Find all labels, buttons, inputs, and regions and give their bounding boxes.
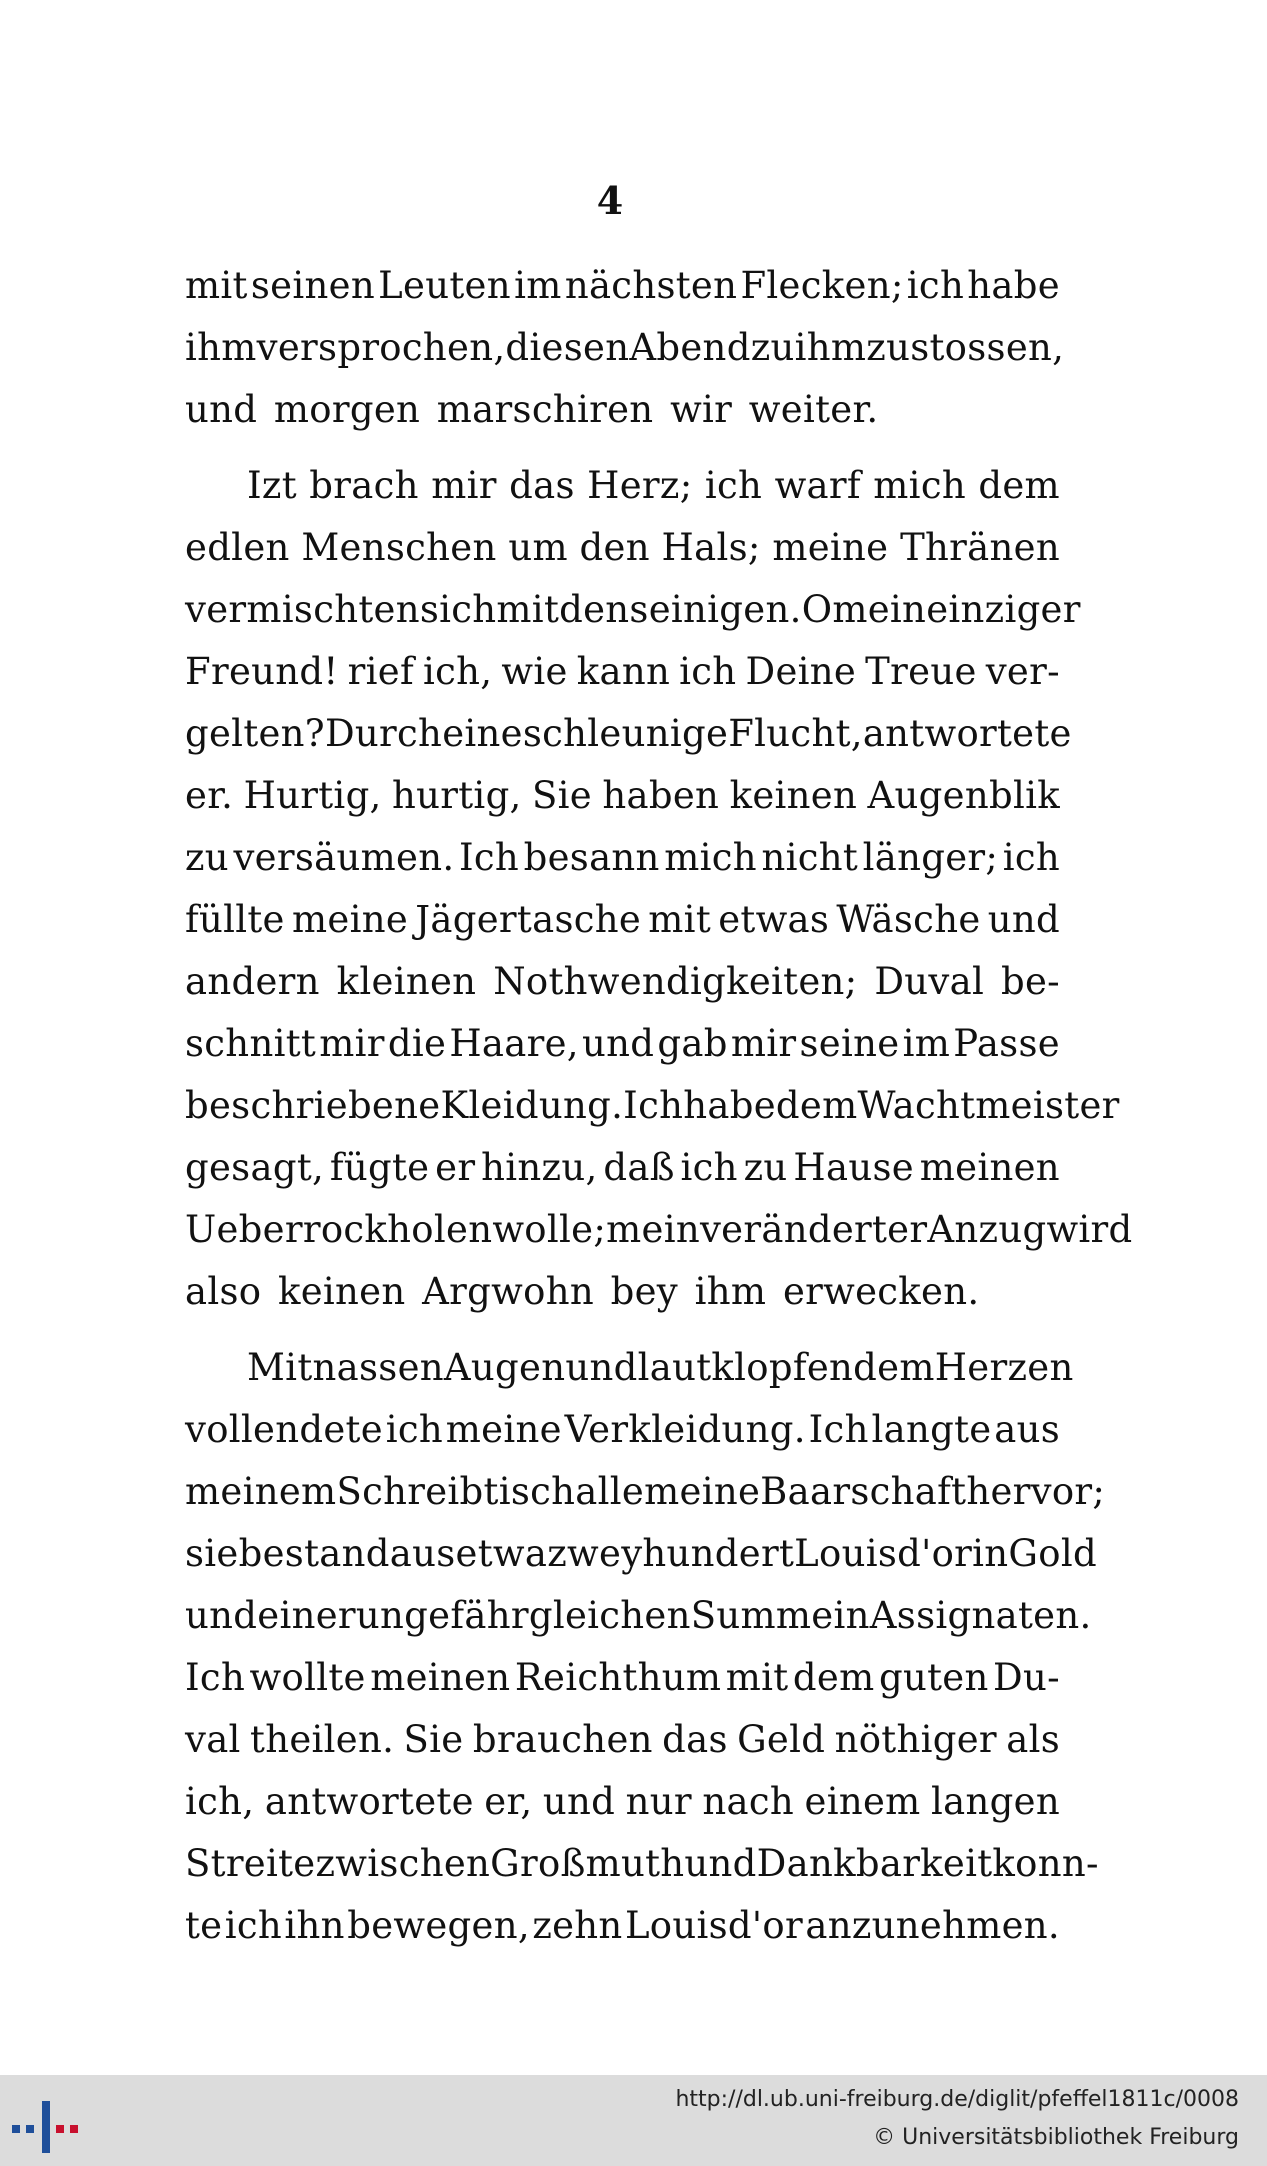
word: vermischten [185, 588, 420, 631]
text-line [185, 1199, 1133, 1261]
word: Ueberrock [185, 1208, 388, 1251]
word: mir [730, 1022, 797, 1065]
word: mir [431, 464, 497, 507]
word: sie [185, 1532, 239, 1575]
word: ihm [694, 1270, 767, 1313]
word: Deine [745, 650, 857, 693]
word: ich [385, 1408, 443, 1451]
permalink-url[interactable]: http://dl.ub.uni-freiburg.de/diglit/pfeffel1811c/0008 [675, 2087, 1239, 2112]
word: meinem [185, 1470, 337, 1513]
word: konn- [992, 1842, 1099, 1885]
text-line [185, 455, 1060, 517]
word: und [581, 1022, 655, 1065]
word: also [185, 1270, 262, 1313]
word: wir [670, 388, 733, 431]
word: diesen [505, 326, 630, 369]
word: Streite [185, 1842, 316, 1885]
word: erwecken. [782, 1270, 980, 1313]
word: morgen [273, 388, 421, 431]
word: füllte [185, 898, 285, 941]
word: Assignaten. [869, 1594, 1092, 1637]
word: um [508, 526, 568, 569]
word: beschriebene [185, 1084, 441, 1127]
word: val [185, 1718, 241, 1761]
word: im [902, 1022, 951, 1065]
word: gesagt, [185, 1146, 325, 1189]
word: bey [610, 1270, 678, 1313]
text-line [185, 1895, 1060, 1957]
text-line [185, 517, 1060, 579]
word: langte [871, 1408, 992, 1451]
word: klopfendem [711, 1346, 935, 1389]
word: rief [347, 650, 414, 693]
text-line [185, 1013, 1060, 1075]
word: habe [683, 1084, 776, 1127]
viewer-footer-bar [0, 2075, 1267, 2166]
word: nassen [312, 1346, 444, 1389]
word: andern [185, 960, 320, 1003]
word: und [542, 1780, 616, 1823]
word: Sie [403, 1718, 464, 1761]
word: edlen [185, 526, 290, 569]
word: in [972, 1532, 1009, 1575]
word: schleunige [522, 712, 729, 755]
word: Izt [247, 464, 297, 507]
word: seinigen. [629, 588, 802, 631]
word: mit [725, 1656, 789, 1699]
word: ver- [985, 650, 1060, 693]
body-text [185, 255, 1133, 1957]
word: wollte [249, 1656, 366, 1699]
text-line [185, 1523, 1097, 1585]
word: gab [657, 1022, 728, 1065]
word: stossen, [910, 326, 1065, 369]
word: Flecken; [740, 264, 904, 307]
word: wird [1046, 1208, 1133, 1251]
word: Passe [953, 1022, 1060, 1065]
word: Nothwendigkeiten; [493, 960, 858, 1003]
word: hinzu, [481, 1146, 598, 1189]
text-line [185, 889, 1060, 951]
word: er, [484, 1780, 533, 1823]
word: Augen [443, 1346, 566, 1389]
word: nicht [761, 836, 859, 879]
word: und [185, 388, 258, 431]
word: Kleidung. [440, 1084, 624, 1127]
word: Louisd'or [624, 1904, 803, 1947]
word: te [185, 1904, 223, 1947]
word: ihn [284, 1904, 345, 1947]
word: nach [702, 1780, 795, 1823]
word: einer [257, 1594, 356, 1637]
word: nöthiger [834, 1718, 997, 1761]
word: seine [799, 1022, 900, 1065]
word: ihm [794, 326, 867, 369]
word: Herz; [587, 464, 693, 507]
word: Anzug [927, 1208, 1047, 1251]
word: im [514, 264, 562, 307]
word: sich [419, 588, 497, 631]
word: Ich [185, 1656, 246, 1699]
word: versäumen. [233, 836, 455, 879]
word: den [559, 588, 630, 631]
word: versprochen, [256, 326, 506, 369]
word: Leuten [378, 264, 511, 307]
copyright-notice: © Universitätsbibliothek Freiburg [873, 2125, 1239, 2150]
text-line [185, 1709, 1060, 1771]
word: dem [775, 1084, 858, 1127]
word: brauchen [472, 1718, 653, 1761]
text-line [185, 579, 1081, 641]
word: hervor; [966, 1470, 1106, 1513]
word: zehn [532, 1904, 623, 1947]
word: ich [906, 264, 965, 307]
word: das [509, 464, 575, 507]
word: Hurtig, [243, 774, 382, 817]
word: als [1006, 1718, 1060, 1761]
text-line [185, 1461, 1106, 1523]
text-line [185, 1771, 1060, 1833]
word: zu [866, 326, 911, 369]
word: hurtig, [392, 774, 522, 817]
word: etwa [455, 1532, 548, 1575]
ub-freiburg-logo-icon [10, 2095, 80, 2155]
word: keinen [729, 774, 858, 817]
word: alle [575, 1470, 645, 1513]
word: Du- [993, 1656, 1060, 1699]
text-line [185, 379, 1060, 441]
word: Treue [865, 650, 977, 693]
word: vollendete [185, 1408, 383, 1451]
word: meinen [370, 1656, 511, 1699]
word: besann [523, 836, 660, 879]
word: Augenblik [867, 774, 1060, 817]
word: bewegen, [347, 1904, 530, 1947]
word: mein [606, 1208, 700, 1251]
word: fügte [329, 1146, 430, 1189]
word: Freund! [185, 650, 339, 693]
word: Dankbarkeit [756, 1842, 993, 1885]
word: marschiren [436, 388, 654, 431]
word: etwas [718, 898, 830, 941]
text-line [185, 641, 1060, 703]
word: Geld [737, 1718, 826, 1761]
word: meinen [919, 1146, 1060, 1189]
word: mir [319, 1022, 385, 1065]
word: meine [772, 526, 889, 569]
text-line [185, 1585, 1092, 1647]
word: und [684, 1842, 757, 1885]
word: kann [576, 650, 671, 693]
word: Wäsche [836, 898, 981, 941]
word: weiter. [748, 388, 879, 431]
text-line [185, 317, 1065, 379]
word: und [565, 1346, 638, 1389]
text-line [185, 1399, 1060, 1461]
page-number: 4 [596, 178, 624, 223]
word: Mit [247, 1346, 313, 1389]
word: mich [664, 836, 757, 879]
text-line [185, 951, 1060, 1013]
word: und [185, 1594, 258, 1637]
word: mit [496, 588, 560, 631]
word: Hals; [661, 526, 761, 569]
word: brach [309, 464, 419, 507]
text-line [185, 1137, 1060, 1199]
word: ich [224, 1904, 283, 1947]
word: er [435, 1146, 476, 1189]
text-line [185, 827, 1060, 889]
text-line [185, 1833, 1099, 1895]
word: keinen [278, 1270, 406, 1313]
word: holen [387, 1208, 493, 1251]
word: meine [445, 1408, 562, 1451]
word: die [387, 1022, 447, 1065]
word: ungefähr [355, 1594, 529, 1637]
word: seinen [250, 264, 375, 307]
word: guten [878, 1656, 989, 1699]
word: Jägertasche [415, 898, 642, 941]
word: Menschen [301, 526, 497, 569]
word: mein [832, 588, 927, 631]
word: laut [637, 1346, 712, 1389]
word: länger; [862, 836, 999, 879]
word: Ich [623, 1084, 684, 1127]
word: Großmuth [490, 1842, 685, 1885]
word: Gold [1008, 1532, 1097, 1575]
word: gelten? [185, 712, 325, 755]
word: wolle; [492, 1208, 607, 1251]
word: Louisd'or [794, 1532, 973, 1575]
word: wie [501, 650, 568, 693]
word: ihm [185, 326, 257, 369]
word: Ich [458, 836, 520, 879]
word: meine [644, 1470, 761, 1513]
word: Argwohn [422, 1270, 594, 1313]
word: ich, [422, 650, 493, 693]
word: dem [978, 464, 1060, 507]
word: aus [994, 1408, 1060, 1451]
word: anzunehmen. [805, 1904, 1060, 1947]
word: Sie [532, 774, 592, 817]
word: antwortete [862, 712, 1072, 755]
word: Ich [808, 1408, 869, 1451]
word: zu [185, 836, 229, 879]
word: eine [442, 712, 523, 755]
word: mich [873, 464, 966, 507]
word: kleinen [336, 960, 477, 1003]
word: schnitt [185, 1022, 317, 1065]
word: dem [792, 1656, 875, 1699]
word: zu [743, 1146, 788, 1189]
word: Summe [690, 1594, 834, 1637]
word: einem [804, 1780, 921, 1823]
word: und [987, 898, 1060, 941]
word: O [801, 588, 833, 631]
text-line [185, 255, 1060, 317]
text-line [185, 1337, 1074, 1399]
word: ich [1002, 836, 1060, 879]
word: Thränen [900, 526, 1060, 569]
word: theilen. [250, 1718, 395, 1761]
word: mit [648, 898, 711, 941]
text-line [185, 1075, 1120, 1137]
word: antwortete [264, 1780, 474, 1823]
word: Hause [793, 1146, 914, 1189]
word: zweyhundert [547, 1532, 795, 1575]
word: be- [1001, 960, 1060, 1003]
text-line [185, 1261, 1060, 1323]
word: mit [185, 264, 248, 307]
text-line [185, 1647, 1060, 1709]
word: aus [389, 1532, 456, 1575]
word: das [662, 1718, 728, 1761]
word: Haare, [449, 1022, 579, 1065]
word: zu [750, 326, 795, 369]
word: Schreibtisch [336, 1470, 576, 1513]
word: ich [680, 1146, 738, 1189]
word: gleichen [528, 1594, 691, 1637]
word: haben [602, 774, 720, 817]
text-line [185, 703, 1072, 765]
word: Duval [874, 960, 985, 1003]
word: Baarschaft [760, 1470, 967, 1513]
word: habe [967, 264, 1060, 307]
word: nächsten [564, 264, 738, 307]
word: warf [774, 464, 861, 507]
word: bestand [238, 1532, 390, 1575]
text-line [185, 765, 1060, 827]
word: langen [931, 1780, 1060, 1823]
word: den [579, 526, 650, 569]
word: veränderter [699, 1208, 928, 1251]
word: meine [291, 898, 409, 941]
word: Wachtmeister [857, 1084, 1120, 1127]
word: Durch [324, 712, 443, 755]
word: einziger [926, 588, 1081, 631]
word: in [833, 1594, 870, 1637]
word: er. [185, 774, 234, 817]
word: ich [679, 650, 737, 693]
word: daß [603, 1146, 675, 1189]
word: nur [625, 1780, 692, 1823]
word: Reichthum [514, 1656, 722, 1699]
word: Abend [629, 326, 751, 369]
word: ich [704, 464, 763, 507]
word: Verkleidung. [564, 1408, 806, 1451]
word: ich, [185, 1780, 255, 1823]
word: Flucht, [728, 712, 863, 755]
word: Herzen [934, 1346, 1074, 1389]
word: zwischen [315, 1842, 491, 1885]
